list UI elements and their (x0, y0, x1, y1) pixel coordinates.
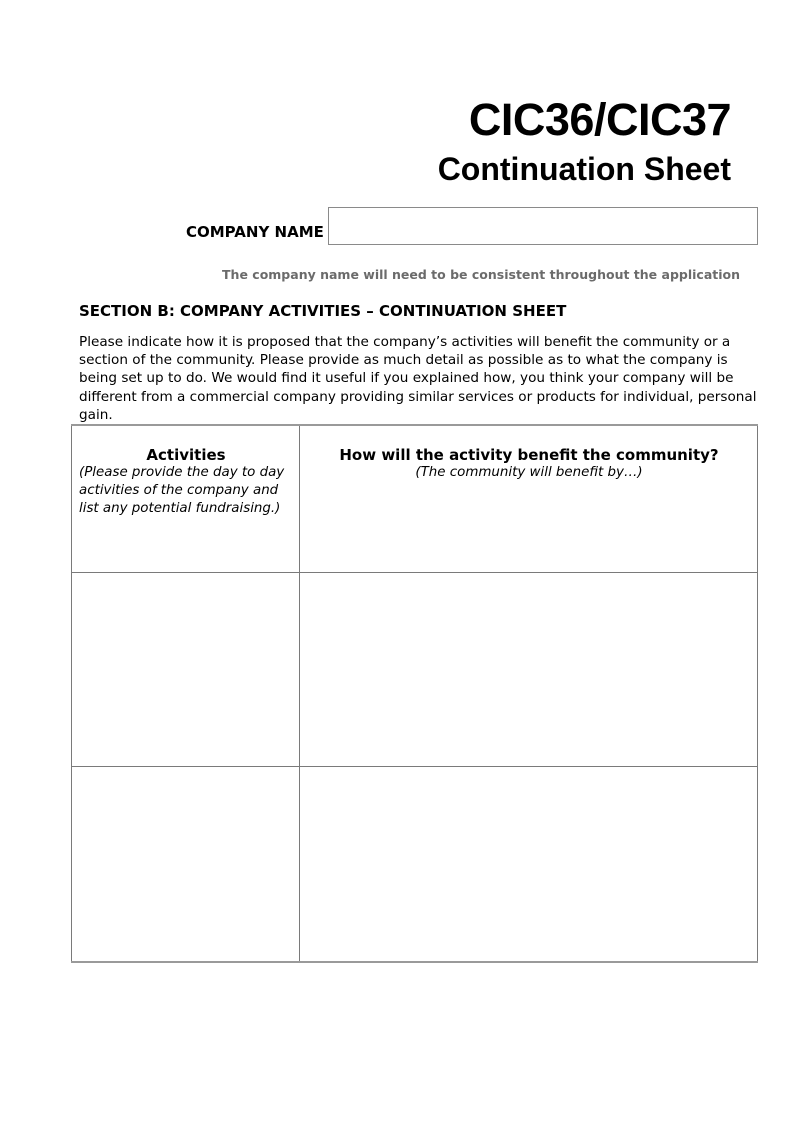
activities-header-cell (72, 425, 300, 572)
company-name-hint: The company name will need to be consistent throughout the application (222, 267, 740, 282)
activities-column-note: (Please provide the day to day activities of the company and list any potential fundraising.) (79, 465, 285, 517)
form-code-title: CIC36/CIC37 (468, 94, 731, 145)
benefit-header-cell (300, 425, 758, 572)
benefit-entry-field[interactable] (300, 573, 757, 619)
benefit-column-note: (The community will benefit by…) (415, 465, 643, 480)
activity-entry-field[interactable] (72, 573, 299, 619)
activity-entry-cell (72, 766, 300, 962)
table-header-row (72, 425, 758, 572)
table-row (72, 766, 758, 962)
benefit-column-heading: How will the activity benefit the community? (339, 446, 719, 464)
activities-table (71, 424, 758, 963)
benefit-entry-cell (300, 766, 758, 962)
benefit-entry-field[interactable] (300, 767, 757, 813)
company-name-label: COMPANY NAME (186, 223, 324, 241)
form-subtitle: Continuation Sheet (437, 151, 731, 187)
table-row (72, 572, 758, 766)
activity-entry-cell (72, 572, 300, 766)
company-name-field[interactable] (328, 207, 758, 245)
section-instructions: Please indicate how it is proposed that the company’s activities will benefit the community or a section of the community. Please provide as much detail as possible as to what the company is being set up to do. We would find it useful if you explained how, you think your company will be different from a commercial company providing similar services or products for individual, personal gain. (79, 334, 757, 423)
activities-column-heading: Activities (146, 446, 226, 464)
section-heading: SECTION B: COMPANY ACTIVITIES – CONTINUATION SHEET (79, 302, 567, 320)
benefit-entry-cell (300, 572, 758, 766)
activity-entry-field[interactable] (72, 767, 299, 813)
